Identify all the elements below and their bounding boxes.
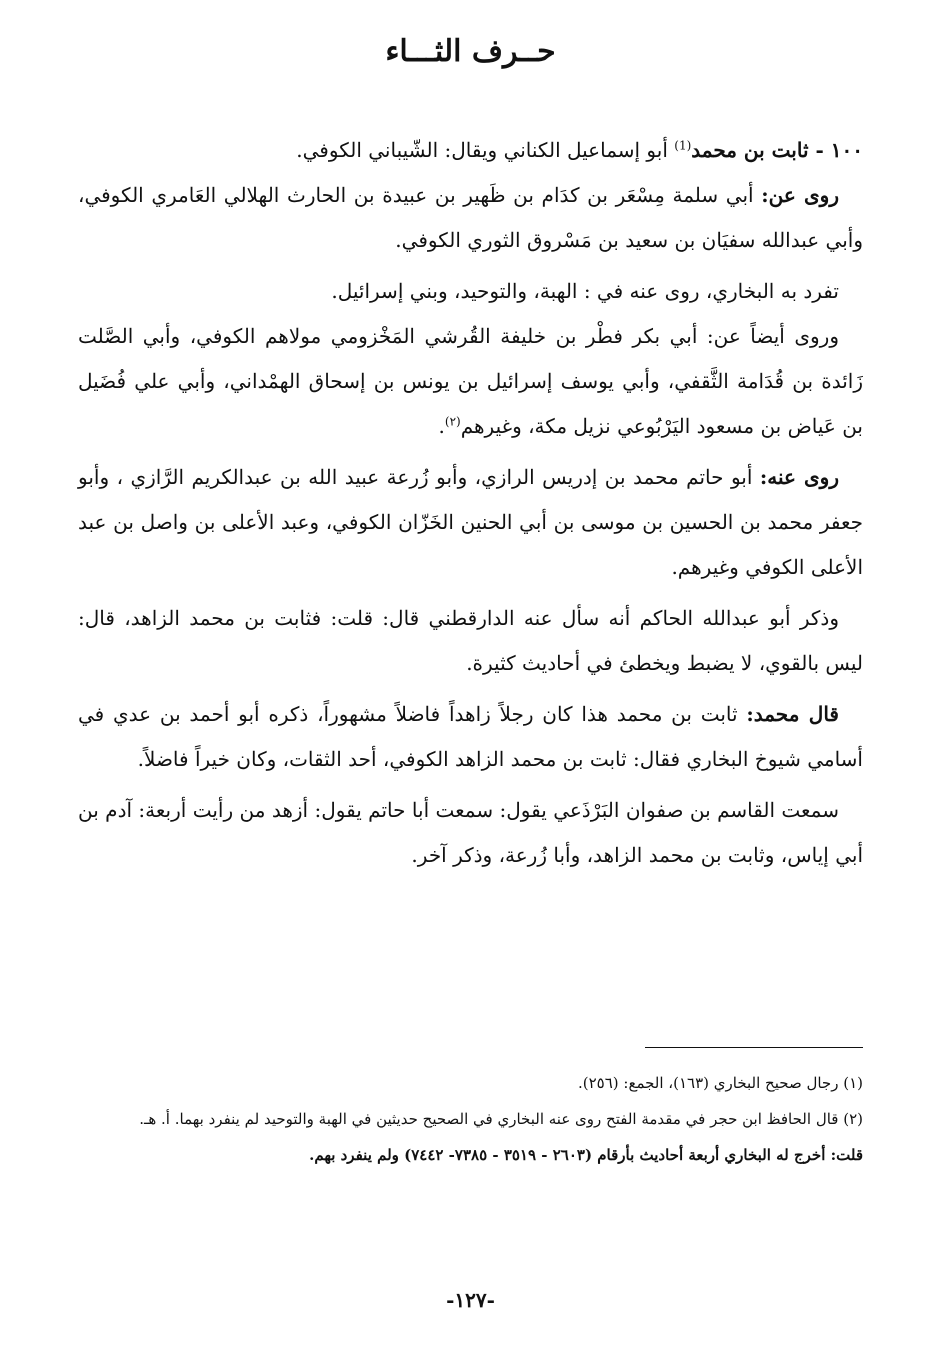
footnotes-section (78, 1068, 863, 1176)
entry-name-rest: أبو إسماعيل الكناني ويقال: الشّيباني الكوفي. (296, 138, 675, 162)
also-narrated-text: وروى أيضاً عن: أبي بكر فطْر بن خليفة القُرشي المَخْزومي مولاهم الكوفي، وأبي الصَّلت زَائدة بن قُدَامة الثَّقفي، وأبي يوسف إسرائيل بن يونس بن إسحاق الهمْداني، وأبي علي فُضَيل بن عَياض بن مسعود اليَرْبُوعي نزيل مكة، وغيرهم (78, 324, 863, 438)
footnote-note: قلت: أخرج له البخاري أربعة أحاديث بأرقام (٢٦٠٣ - ٣٥١٩ - ٧٣٨٥- ٧٤٤٢) ولم ينفرد بهم. (309, 1146, 863, 1164)
paragraph-narrated-by (78, 455, 863, 590)
entry-number-name: ١٠٠ - ثابت بن محمد (691, 138, 863, 162)
paragraph-bukhari-unique: تفرد به البخاري، روى عنه في : الهبة، والتوحيد، وبني إسرائيل. (331, 279, 839, 303)
paragraph-hakim: وذكر أبو عبدالله الحاكم أنه سأل عنه الدارقطني قال: قلت: فثابت بن محمد الزاهد، قال: ليس بالقوي، لا يضبط ويخطئ في أحاديث كثيرة. (78, 606, 863, 675)
footnote-ref-2[interactable]: (٢) (444, 414, 461, 429)
footnote-2: (٢) قال الحافظ ابن حجر في مقدمة الفتح روى عنه البخاري في الصحيح حديثين في الهبة والتوحيد لم ينفرد بهما. أ. هـ. (139, 1110, 863, 1128)
footnote-divider (645, 1047, 863, 1048)
entry-body (78, 128, 863, 878)
paragraph-narrated-from (78, 173, 863, 263)
muhammad-said-lead: قال محمد: (746, 702, 839, 726)
paragraph-also-narrated (78, 314, 863, 449)
paragraph-muhammad-said (78, 692, 863, 782)
footnote-ref-1[interactable]: (1) (674, 138, 692, 153)
paragraph-qasim: سمعت القاسم بن صفوان البَرْذَعي يقول: سمعت أبا حاتم يقول: أزهد من رأيت أربعة: آدم بن أبي إياس، وثابت بن محمد الزاهد، وأبا زُرعة، وذكر آخر. (78, 798, 863, 867)
section-title: حــرف الثـــاء (385, 34, 556, 69)
also-narrated-end: . (438, 414, 445, 438)
narrated-from-lead: روى عن: (761, 183, 839, 207)
entry-heading (78, 128, 863, 173)
muhammad-said-text: ثابت بن محمد هذا كان رجلاً زاهداً فاضلاً مشهوراً، ذكره أبو أحمد بن عدي في أسامي شيوخ البخاري فقال: ثابت بن محمد الزاهد الكوفي، أحد الثقات، وكان خيراً فاضلاً. (78, 702, 863, 771)
narrated-by-lead: روى عنه: (759, 465, 839, 489)
narrated-from-text: أبي سلمة مِسْعَر بن كدَام بن ظَهير بن عبيدة بن الحارث الهلالي العَامري الكوفي، وأبي عبدالله سفيَان بن سعيد بن مَسْروق الثوري الكوفي. (78, 183, 863, 252)
footnote-1: (١) رجال صحيح البخاري (١٦٣)، الجمع: (٢٥٦). (577, 1074, 863, 1092)
narrated-by-text: أبو حاتم محمد بن إدريس الرازي، وأبو زُرعة عبيد الله بن عبدالكريم الرَّازي ، وأبو جعفر محمد بن الحسين بن موسى بن أبي الحنين الخَزّان الكوفي، وعبد الأعلى بن واصل بن عبد الأعلى الكوفي وغيرهم. (78, 465, 863, 579)
page-number: -١٢٧- (446, 1288, 495, 1312)
